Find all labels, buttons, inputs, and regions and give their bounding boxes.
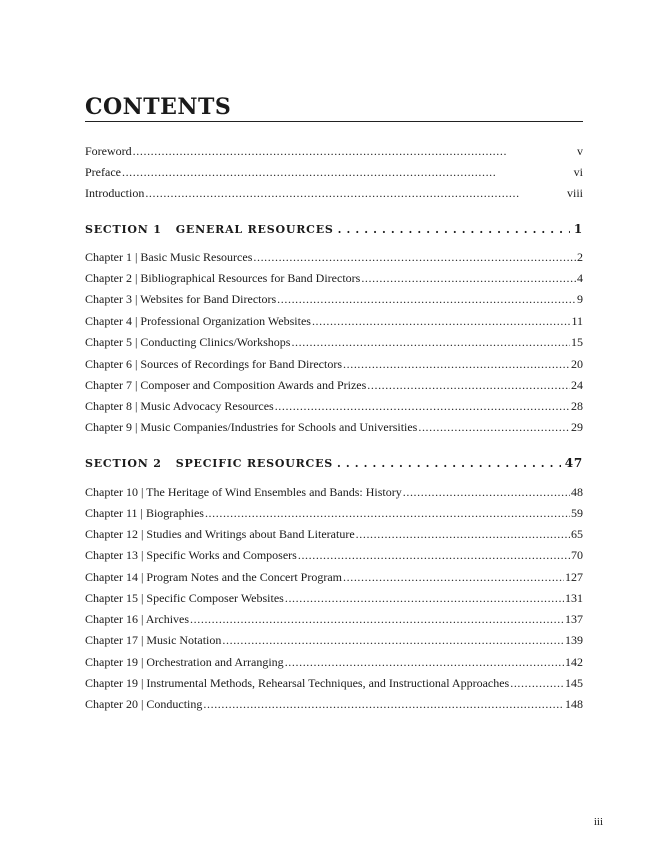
toc-entry-page: 139 xyxy=(565,633,583,647)
dot-leader xyxy=(367,377,570,393)
section-heading-1 xyxy=(85,221,583,237)
dot-leader xyxy=(253,249,576,265)
dot-leader xyxy=(133,143,576,159)
toc-entry-label: Chapter 13 | Specific Works and Composers xyxy=(85,548,297,562)
section-title: SPECIFIC RESOURCES xyxy=(175,457,334,470)
toc-entry-page: 28 xyxy=(571,399,583,413)
toc-entry-chapter xyxy=(85,696,583,712)
toc-entry-chapter xyxy=(85,313,583,329)
toc-entry-page: 29 xyxy=(571,420,583,434)
toc-entry-label: Chapter 7 | Composer and Composition Awards and Prizes xyxy=(85,378,367,392)
dot-leader xyxy=(361,270,576,286)
toc-entry-page: 11 xyxy=(571,314,583,328)
section-heading-2 xyxy=(85,455,583,471)
toc-entry-page: 137 xyxy=(565,612,583,626)
dot-leader xyxy=(275,398,570,414)
dot-leader xyxy=(291,334,570,350)
section-number: SECTION 1 xyxy=(85,223,162,236)
dot-leader xyxy=(338,222,570,238)
toc-entry-chapter xyxy=(85,356,583,372)
toc-entry-chapter xyxy=(85,249,583,265)
dot-leader xyxy=(122,164,573,180)
toc-entry-preface xyxy=(85,164,583,180)
dot-leader xyxy=(205,505,570,521)
toc-entry-page: 2 xyxy=(577,250,583,264)
toc-entry-label: Chapter 17 | Music Notation xyxy=(85,633,222,647)
toc-entry-label: Chapter 4 | Professional Organization Websites xyxy=(85,314,311,328)
section-page: 47 xyxy=(564,456,583,470)
toc-entry-page: 15 xyxy=(571,335,583,349)
toc-entry-label: Chapter 16 | Archives xyxy=(85,612,190,626)
dot-leader xyxy=(145,185,566,201)
toc-entry-chapter xyxy=(85,632,583,648)
toc-entry-label: Chapter 5 | Conducting Clinics/Workshops xyxy=(85,335,291,349)
toc-entry-chapter xyxy=(85,569,583,585)
toc-entry-label: Chapter 6 | Sources of Recordings for Band Directors xyxy=(85,357,343,371)
toc-entry-chapter xyxy=(85,334,583,350)
dot-leader xyxy=(510,675,564,691)
toc-entry-introduction xyxy=(85,185,583,201)
toc-entry-label: Chapter 14 | Program Notes and the Concert Program xyxy=(85,570,343,584)
toc-entry-label: Chapter 9 | Music Companies/Industries for Schools and Universities xyxy=(85,420,418,434)
toc-entry-label: Chapter 3 | Websites for Band Directors xyxy=(85,292,277,306)
toc-entry-label: Chapter 15 | Specific Composer Websites xyxy=(85,591,284,605)
toc-entry-chapter xyxy=(85,547,583,563)
toc-entry-page: 20 xyxy=(571,357,583,371)
toc-entry-label: Chapter 12 | Studies and Writings about Band Literature xyxy=(85,527,355,541)
page-folio: iii xyxy=(593,816,603,828)
dot-leader xyxy=(312,313,570,329)
toc-entry-chapter xyxy=(85,377,583,393)
dot-leader xyxy=(277,291,576,307)
toc-entry-chapter xyxy=(85,675,583,691)
dot-leader xyxy=(298,547,570,563)
toc-entry-label: Chapter 2 | Bibliographical Resources for Band Directors xyxy=(85,271,361,285)
toc-entry-page: 48 xyxy=(571,485,583,499)
dot-leader xyxy=(343,356,570,372)
toc-entry-chapter xyxy=(85,419,583,435)
toc-entry-page: 59 xyxy=(571,506,583,520)
dot-leader xyxy=(403,484,570,500)
dot-leader xyxy=(285,654,564,670)
toc-entry-page: 148 xyxy=(565,697,583,711)
toc-entry-page: 4 xyxy=(577,271,583,285)
toc-entry-page: 142 xyxy=(565,655,583,669)
toc-entry-chapter xyxy=(85,484,583,500)
dot-leader xyxy=(356,526,570,542)
toc-entry-page: 65 xyxy=(571,527,583,541)
toc-entry-page: vi xyxy=(573,165,583,179)
dot-leader xyxy=(190,611,564,627)
toc-entry-label: Chapter 11 | Biographies xyxy=(85,506,204,520)
toc-entry-page: 9 xyxy=(577,292,583,306)
toc-entry-page: v xyxy=(577,144,583,158)
dot-leader xyxy=(343,569,564,585)
dot-leader xyxy=(285,590,564,606)
toc-entry-label: Chapter 10 | The Heritage of Wind Ensembles and Bands: History xyxy=(85,485,402,499)
toc-entry-label: Chapter 1 | Basic Music Resources xyxy=(85,250,253,264)
toc-entry-page: 70 xyxy=(571,548,583,562)
toc-entry-chapter xyxy=(85,291,583,307)
section-page: 1 xyxy=(573,222,583,236)
dot-leader xyxy=(203,696,564,712)
title-rule xyxy=(85,121,583,122)
toc-entry-page: 127 xyxy=(565,570,583,584)
toc-entry-chapter xyxy=(85,526,583,542)
dot-leader xyxy=(337,456,561,472)
toc-entry-foreword xyxy=(85,143,583,159)
page-title: CONTENTS xyxy=(85,94,232,120)
dot-leader xyxy=(418,419,570,435)
contents-page xyxy=(85,0,583,864)
toc-entry-chapter xyxy=(85,654,583,670)
toc-entry-chapter xyxy=(85,270,583,286)
section-title: GENERAL RESOURCES xyxy=(175,223,334,236)
toc-entry-page: viii xyxy=(566,186,583,200)
toc-entry-page: 145 xyxy=(565,676,583,690)
toc-entry-label: Preface xyxy=(85,165,121,179)
section-number: SECTION 2 xyxy=(85,457,162,470)
toc-entry-chapter xyxy=(85,398,583,414)
toc-entry-label: Chapter 19 | Orchestration and Arranging xyxy=(85,655,284,669)
toc-entry-page: 131 xyxy=(565,591,583,605)
toc-entry-chapter xyxy=(85,611,583,627)
toc-entry-label: Chapter 20 | Conducting xyxy=(85,697,203,711)
toc-entry-label: Chapter 8 | Music Advocacy Resources xyxy=(85,399,274,413)
toc-entry-chapter xyxy=(85,505,583,521)
toc-entry-chapter xyxy=(85,590,583,606)
toc-entry-label: Chapter 19 | Instrumental Methods, Rehearsal Techniques, and Instructional Approaches xyxy=(85,676,510,690)
toc-entry-label: Foreword xyxy=(85,144,132,158)
toc-entry-page: 24 xyxy=(571,378,583,392)
dot-leader xyxy=(222,632,564,648)
toc-entry-label: Introduction xyxy=(85,186,145,200)
